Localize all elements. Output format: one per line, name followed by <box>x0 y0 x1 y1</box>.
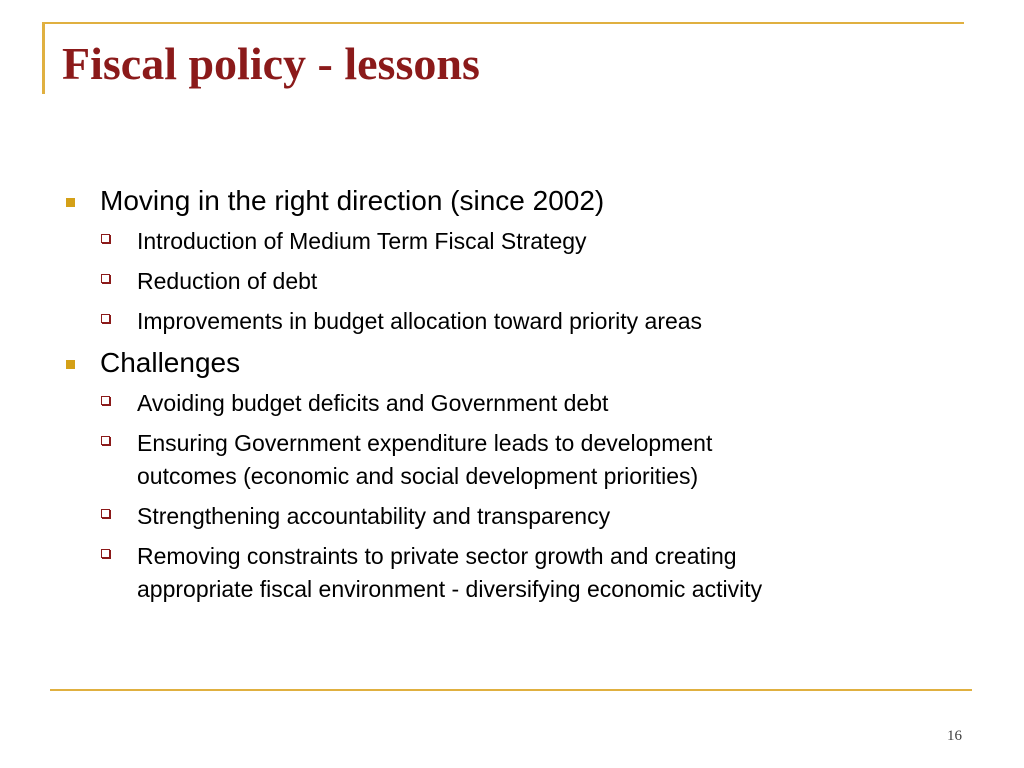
section-spacer <box>0 338 1024 346</box>
hollow-square-bullet-icon <box>101 234 110 243</box>
section-items-list <box>0 387 1024 606</box>
list-item-text: Reduction of debt <box>137 268 318 294</box>
hollow-square-bullet-icon <box>101 314 110 323</box>
list-item <box>0 305 957 338</box>
list-item <box>0 265 957 298</box>
list-item-text: Introduction of Medium Term Fiscal Strategy <box>137 228 587 254</box>
list-item-text: Avoiding budget deficits and Government debt <box>137 390 609 416</box>
slide-content <box>0 184 1024 606</box>
section-label: Challenges <box>100 347 241 378</box>
page-number: 16 <box>947 728 962 744</box>
list-item <box>0 500 957 533</box>
square-bullet-icon <box>66 198 75 207</box>
hollow-square-bullet-icon <box>101 274 110 283</box>
section-items-list <box>0 225 1024 338</box>
footer-accent-line <box>50 689 972 691</box>
list-item <box>0 540 957 606</box>
hollow-square-bullet-icon <box>101 549 110 558</box>
list-item-text: Improvements in budget allocation toward priority areas <box>137 308 703 334</box>
list-item <box>0 387 957 420</box>
hollow-square-bullet-icon <box>101 509 110 518</box>
hollow-square-bullet-icon <box>101 436 110 445</box>
title-accent-top-line <box>42 22 964 24</box>
list-item-text: Removing constraints to private sector growth and creating appropriate fiscal environment - diversifying economic activity <box>137 543 763 602</box>
list-item <box>0 225 957 258</box>
section-moving-right-direction <box>0 184 980 218</box>
hollow-square-bullet-icon <box>101 396 110 405</box>
section-challenges <box>0 346 980 380</box>
slide-title: Fiscal policy - lessons <box>62 38 480 89</box>
list-item-text: Ensuring Government expenditure leads to development outcomes (economic and social development priorities) <box>137 430 713 489</box>
title-accent-vertical-line <box>42 22 45 94</box>
list-item <box>0 427 957 493</box>
section-label: Moving in the right direction (since 2002) <box>100 185 605 216</box>
list-item-text: Strengthening accountability and transparency <box>137 503 611 529</box>
square-bullet-icon <box>66 360 75 369</box>
